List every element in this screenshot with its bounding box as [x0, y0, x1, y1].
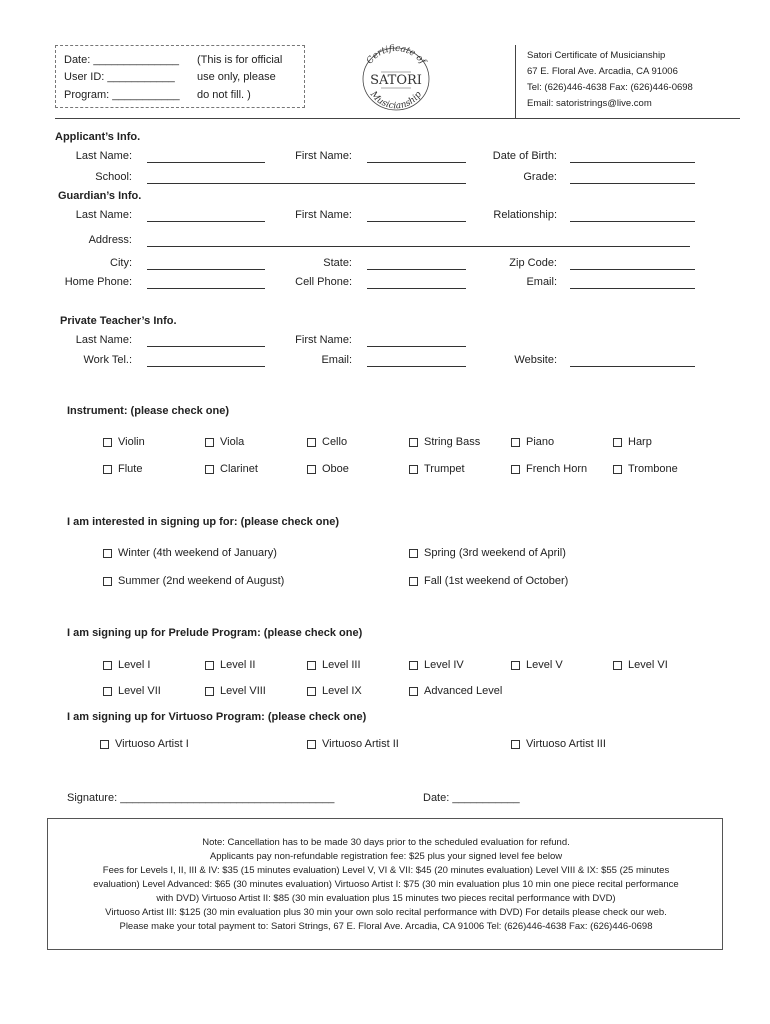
season-heading: I am interested in signing up for: (please check one): [67, 516, 339, 528]
guardian-email-label: Email:: [526, 276, 557, 288]
checkbox[interactable]: [103, 549, 112, 558]
instrument-option-label: Clarinet: [220, 463, 258, 475]
contact-address: 67 E. Floral Ave. Arcadia, CA 91006: [527, 66, 678, 77]
guardian-first-name-label: First Name:: [295, 209, 352, 221]
checkbox[interactable]: [103, 438, 112, 447]
office-use-box: [55, 45, 305, 108]
prelude-option-level-5[interactable]: [511, 659, 563, 671]
applicant-grade-field[interactable]: [570, 183, 695, 184]
guardian-city-field[interactable]: [147, 269, 265, 270]
prelude-option-label: Level I: [118, 659, 151, 671]
checkbox[interactable]: [205, 465, 214, 474]
checkbox[interactable]: [205, 661, 214, 670]
checkbox[interactable]: [409, 549, 418, 558]
instrument-option-harp[interactable]: [613, 436, 652, 448]
signature-field[interactable]: Signature: ___________________________________: [67, 792, 335, 804]
prelude-option-advanced[interactable]: [409, 685, 502, 697]
guardian-email-field[interactable]: [570, 288, 695, 289]
checkbox[interactable]: [205, 687, 214, 696]
instrument-option-trumpet[interactable]: [409, 463, 465, 475]
prelude-option-label: Level VIII: [220, 685, 266, 697]
checkbox[interactable]: [409, 661, 418, 670]
seal-center-text: SATORI: [370, 73, 422, 88]
seal-top-text: Certificate of: [364, 43, 428, 67]
svg-text:Certificate of: [365, 44, 428, 68]
guardian-home-phone-field[interactable]: [147, 288, 265, 289]
checkbox[interactable]: [409, 687, 418, 696]
contact-email: Email: satoristrings@live.com: [527, 98, 652, 109]
teacher-website-label: Website:: [514, 354, 557, 366]
teacher-work-tel-field[interactable]: [147, 366, 265, 367]
note-line: evaluation) Level Advanced: $65 (30 minutes evaluation) Virtuoso Artist I: $75 (30 min evaluation plus 10 min one piece recital performance: [93, 879, 679, 890]
virtuoso-option-artist-3[interactable]: [511, 738, 606, 750]
checkbox[interactable]: [307, 740, 316, 749]
instrument-option-trombone[interactable]: [613, 463, 678, 475]
virtuoso-option-artist-1[interactable]: [100, 738, 189, 750]
header-divider: [515, 45, 516, 118]
instrument-option-label: Harp: [628, 436, 652, 448]
virtuoso-option-label: Virtuoso Artist I: [115, 738, 189, 750]
note-line: Note: Cancellation has to be made 30 days prior to the scheduled evaluation for refund.: [202, 837, 570, 848]
checkbox[interactable]: [511, 661, 520, 670]
virtuoso-option-label: Virtuoso Artist II: [322, 738, 399, 750]
applicant-dob-field[interactable]: [570, 162, 695, 163]
checkbox[interactable]: [409, 577, 418, 586]
instrument-option-label: Viola: [220, 436, 245, 448]
applicant-school-label: School:: [95, 171, 132, 183]
note-line: Virtuoso Artist III: $125 (30 min evaluation plus 30 min your own solo recital performance with DVD) For details please check our web.: [105, 907, 667, 918]
seal-bottom-text: Musicianship: [367, 89, 425, 112]
guardian-last-name-label: Last Name:: [75, 209, 132, 221]
season-option-label: Summer (2nd weekend of August): [118, 575, 285, 587]
satori-seal-logo: [355, 42, 437, 112]
prelude-option-level-7[interactable]: [103, 685, 161, 697]
office-user-id-label: User ID: ___________: [64, 71, 175, 83]
checkbox[interactable]: [409, 438, 418, 447]
instrument-option-oboe[interactable]: [307, 463, 349, 475]
prelude-option-label: Level IV: [424, 659, 464, 671]
season-option-spring[interactable]: [409, 547, 566, 559]
instrument-option-flute[interactable]: [103, 463, 142, 475]
checkbox[interactable]: [103, 661, 112, 670]
season-option-label: Fall (1st weekend of October): [424, 575, 569, 587]
instrument-option-label: Violin: [118, 436, 145, 448]
teacher-first-name-label: First Name:: [295, 334, 352, 346]
checkbox[interactable]: [307, 661, 316, 670]
prelude-option-level-6[interactable]: [613, 659, 668, 671]
fee-note-box: [47, 818, 723, 950]
office-note-line-2: use only, please: [197, 71, 276, 83]
season-option-label: Winter (4th weekend of January): [118, 547, 277, 559]
virtuoso-option-label: Virtuoso Artist III: [526, 738, 606, 750]
instrument-option-label: Piano: [526, 436, 555, 448]
guardian-heading: Guardian’s Info.: [58, 190, 142, 202]
checkbox[interactable]: [100, 740, 109, 749]
guardian-zip-field[interactable]: [570, 269, 695, 270]
teacher-email-label: Email:: [321, 354, 352, 366]
note-line: Please make your total payment to: Satori Strings, 67 E. Floral Ave. Arcadia, CA 91006 Tel: (626)446-4638 Fax: (626)446-0698: [119, 921, 653, 932]
note-line: Fees for Levels I, II, III & IV: $35 (15 minutes evaluation) Level V, VI & VII: $45 (20 minutes evaluation) Level VIII & IX: $55 (25 minutes: [102, 865, 670, 876]
teacher-last-name-field[interactable]: [147, 346, 265, 347]
instrument-option-cello[interactable]: [307, 436, 347, 448]
prelude-option-level-2[interactable]: [205, 659, 255, 671]
applicant-first-name-label: First Name:: [295, 150, 352, 162]
prelude-option-label: Advanced Level: [424, 685, 503, 697]
guardian-relationship-label: Relationship:: [493, 209, 557, 221]
instrument-heading: Instrument: (please check one): [67, 405, 229, 417]
guardian-zip-label: Zip Code:: [509, 257, 557, 269]
instrument-option-label: Oboe: [322, 463, 349, 475]
season-option-summer[interactable]: [103, 575, 284, 587]
checkbox[interactable]: [307, 465, 316, 474]
checkbox[interactable]: [613, 661, 622, 670]
office-program-label: Program: ___________: [64, 89, 180, 101]
prelude-option-level-8[interactable]: [205, 685, 266, 697]
checkbox[interactable]: [205, 438, 214, 447]
guardian-cell-phone-field[interactable]: [367, 288, 466, 289]
prelude-option-label: Level V: [526, 659, 563, 671]
instrument-option-label: Trumpet: [424, 463, 465, 475]
prelude-option-level-4[interactable]: [409, 659, 464, 671]
guardian-first-name-field[interactable]: [367, 221, 466, 222]
instrument-option-string-bass[interactable]: [409, 436, 480, 448]
office-note-line-3: do not fill. ): [197, 89, 251, 101]
teacher-first-name-field[interactable]: [367, 346, 466, 347]
contact-org: Satori Certificate of Musicianship: [527, 50, 666, 61]
svg-text:Musicianship: [367, 89, 424, 111]
teacher-last-name-label: Last Name:: [75, 334, 132, 346]
applicant-last-name-field[interactable]: [147, 162, 265, 163]
signature-date-field[interactable]: Date: ___________: [423, 792, 520, 804]
guardian-address-field[interactable]: [147, 246, 690, 247]
applicant-heading: Applicant’s Info.: [55, 131, 141, 143]
prelude-option-label: Level VII: [118, 685, 161, 697]
checkbox[interactable]: [307, 438, 316, 447]
checkbox[interactable]: [409, 465, 418, 474]
teacher-heading: Private Teacher’s Info.: [60, 315, 177, 327]
prelude-option-label: Level VI: [628, 659, 668, 671]
checkbox[interactable]: [307, 687, 316, 696]
prelude-option-level-1[interactable]: [103, 659, 150, 671]
office-date-label: Date: ______________: [64, 54, 179, 66]
instrument-option-clarinet[interactable]: [205, 463, 258, 475]
season-option-winter[interactable]: [103, 547, 277, 559]
applicant-grade-label: Grade:: [523, 171, 557, 183]
season-option-fall[interactable]: [409, 575, 568, 587]
guardian-state-label: State:: [323, 257, 352, 269]
applicant-school-field[interactable]: [147, 183, 466, 184]
note-line: Applicants pay non-refundable registration fee: $25 plus your signed level fee below: [209, 851, 563, 862]
contact-phone-fax: Tel: (626)446-4638 Fax: (626)446-0698: [527, 82, 693, 93]
note-line: with DVD) Virtuoso Artist II: $85 (30 min evaluation plus 15 minutes two pieces recital performance with DVD): [156, 893, 616, 904]
virtuoso-option-artist-2[interactable]: [307, 738, 399, 750]
instrument-option-label: Trombone: [628, 463, 678, 475]
prelude-option-label: Level II: [220, 659, 256, 671]
guardian-state-field[interactable]: [367, 269, 466, 270]
guardian-address-label: Address:: [88, 234, 132, 246]
instrument-option-label: French Horn: [526, 463, 588, 475]
guardian-city-label: City:: [110, 257, 132, 269]
season-option-label: Spring (3rd weekend of April): [424, 547, 566, 559]
applicant-dob-label: Date of Birth:: [492, 150, 557, 162]
office-note-line-1: (This is for official: [197, 54, 283, 66]
checkbox[interactable]: [511, 438, 520, 447]
instrument-option-label: String Bass: [424, 436, 481, 448]
teacher-website-field[interactable]: [570, 366, 695, 367]
checkbox[interactable]: [103, 577, 112, 586]
prelude-option-label: Level III: [322, 659, 361, 671]
applicant-first-name-field[interactable]: [367, 162, 466, 163]
teacher-work-tel-label: Work Tel.:: [83, 354, 132, 366]
guardian-last-name-field[interactable]: [147, 221, 265, 222]
prelude-heading: I am signing up for Prelude Program: (please check one): [67, 627, 363, 639]
instrument-option-label: Flute: [118, 463, 143, 475]
guardian-cell-phone-label: Cell Phone:: [295, 276, 352, 288]
instrument-option-piano[interactable]: [511, 436, 554, 448]
guardian-home-phone-label: Home Phone:: [64, 276, 132, 288]
instrument-option-viola[interactable]: [205, 436, 244, 448]
guardian-relationship-field[interactable]: [570, 221, 695, 222]
checkbox[interactable]: [613, 438, 622, 447]
header-rule: [55, 118, 740, 119]
prelude-option-label: Level IX: [322, 685, 362, 697]
checkbox[interactable]: [103, 687, 112, 696]
checkbox[interactable]: [511, 740, 520, 749]
checkbox[interactable]: [511, 465, 520, 474]
checkbox[interactable]: [103, 465, 112, 474]
prelude-option-level-9[interactable]: [307, 685, 362, 697]
instrument-option-label: Cello: [322, 436, 348, 448]
instrument-option-french-horn[interactable]: [511, 463, 587, 475]
instrument-option-violin[interactable]: [103, 436, 145, 448]
checkbox[interactable]: [613, 465, 622, 474]
prelude-option-level-3[interactable]: [307, 659, 361, 671]
applicant-last-name-label: Last Name:: [75, 150, 132, 162]
teacher-email-field[interactable]: [367, 366, 466, 367]
virtuoso-heading: I am signing up for Virtuoso Program: (please check one): [67, 711, 367, 723]
